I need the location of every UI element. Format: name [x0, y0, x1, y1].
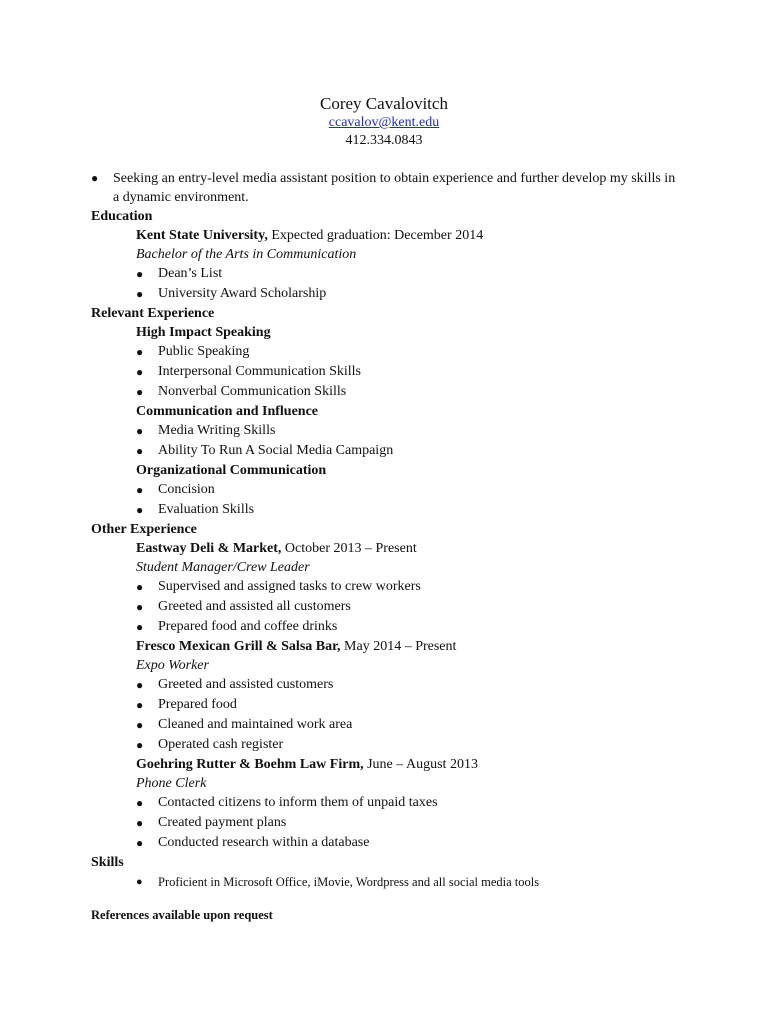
job-line [91, 637, 681, 656]
list-item [91, 833, 681, 853]
bullet-icon: ● [136, 796, 144, 810]
list-item [91, 577, 681, 597]
bullet-icon: ● [136, 698, 144, 712]
list-item-text: Greeted and assisted all customers [158, 599, 351, 614]
bullet-icon: ● [136, 287, 144, 301]
list-item-text: Created payment plans [158, 815, 287, 830]
bullet-icon: ● [136, 836, 144, 850]
other-experience-heading: Other Experience [91, 522, 197, 537]
list-item [91, 500, 681, 520]
list-item-text: Ability To Run A Social Media Campaign [158, 443, 394, 458]
list-item-text: Prepared food [158, 697, 237, 712]
job-dates: October 2013 – Present [281, 541, 417, 556]
bullet-icon: ● [136, 483, 144, 497]
bullet-icon: ● [136, 816, 144, 830]
list-item-text: Media Writing Skills [158, 423, 276, 438]
job-role: Student Manager/Crew Leader [136, 560, 310, 575]
employer-name: Fresco Mexican Grill & Salsa Bar, [136, 639, 341, 654]
list-item-text: Interpersonal Communication Skills [158, 364, 361, 379]
list-item-text: Conducted research within a database [158, 835, 370, 850]
degree: Bachelor of the Arts in Communication [136, 247, 357, 262]
job-dates: May 2014 – Present [340, 639, 457, 654]
list-item [91, 813, 681, 833]
relevant-experience-heading: Relevant Experience [91, 306, 215, 321]
list-item [91, 675, 681, 695]
list-item-text: Cleaned and maintained work area [158, 717, 353, 732]
job-line [91, 539, 681, 558]
education-school-line [91, 226, 681, 245]
bullet-icon: ● [136, 678, 144, 692]
bullet-icon: ● [136, 365, 144, 379]
list-item-text: Public Speaking [158, 344, 250, 359]
job-dates: June – August 2013 [363, 757, 478, 772]
bullet-icon: ● [136, 718, 144, 732]
school-name: Kent State University, [136, 228, 268, 243]
skill-group-title: Communication and Influence [136, 404, 319, 419]
bullet-icon: ● [136, 267, 144, 281]
list-item-text: Prepared food and coffee drinks [158, 619, 338, 634]
list-item [91, 617, 681, 637]
list-item-text: Supervised and assigned tasks to crew workers [158, 579, 421, 594]
references-note: References available upon request [91, 908, 273, 922]
list-item [91, 441, 681, 461]
list-item-text: Concision [158, 482, 215, 497]
bullet-icon: ● [91, 171, 99, 185]
bullet-icon: ● [136, 600, 144, 614]
list-item [91, 362, 681, 382]
bullet-icon: ● [136, 876, 143, 888]
list-item [91, 872, 681, 892]
bullet-icon: ● [136, 385, 144, 399]
list-item-text: Operated cash register [158, 737, 284, 752]
list-item-text: Dean’s List [158, 266, 223, 281]
skill-group-title: Organizational Communication [136, 463, 327, 478]
list-item [91, 793, 681, 813]
list-item [91, 342, 681, 362]
employer-name: Goehring Rutter & Boehm Law Firm, [136, 757, 364, 772]
bullet-icon: ● [136, 620, 144, 634]
resume-body [91, 169, 681, 924]
list-item [91, 264, 681, 284]
list-item [91, 597, 681, 617]
list-item [91, 480, 681, 500]
list-item-text: Contacted citizens to inform them of unpaid taxes [158, 795, 438, 810]
job-role: Expo Worker [136, 658, 209, 673]
list-item [91, 715, 681, 735]
list-item [91, 695, 681, 715]
skill-group-title: High Impact Speaking [136, 325, 271, 340]
bullet-icon: ● [136, 345, 144, 359]
job-line [91, 755, 681, 774]
objective-item [91, 169, 681, 207]
list-item-text: Proficient in Microsoft Office, iMovie, Wordpress and all social media tools [158, 875, 540, 889]
bullet-icon: ● [136, 424, 144, 438]
bullet-icon: ● [136, 580, 144, 594]
list-item-text: Greeted and assisted customers [158, 677, 334, 692]
education-heading: Education [91, 209, 153, 224]
list-item [91, 382, 681, 402]
list-item [91, 735, 681, 755]
list-item [91, 284, 681, 304]
bullet-icon: ● [136, 738, 144, 752]
employer-name: Eastway Deli & Market, [136, 541, 282, 556]
list-item-text: Nonverbal Communication Skills [158, 384, 347, 399]
list-item-text: University Award Scholarship [158, 286, 327, 301]
job-role: Phone Clerk [136, 776, 207, 791]
resume-header [0, 94, 768, 150]
email-link[interactable]: ccavalov@kent.edu [328, 115, 440, 130]
phone-number: 412.334.0843 [345, 133, 423, 148]
bullet-icon: ● [136, 503, 144, 517]
skills-heading: Skills [91, 855, 124, 870]
candidate-name: Corey Cavalovitch [320, 94, 448, 113]
bullet-icon: ● [136, 444, 144, 458]
list-item-text: Evaluation Skills [158, 502, 255, 517]
graduation-date: Expected graduation: December 2014 [267, 228, 484, 243]
objective-text: Seeking an entry-level media assistant position to obtain experience and further develop my skills in a dynamic environment. [113, 171, 676, 205]
list-item [91, 421, 681, 441]
